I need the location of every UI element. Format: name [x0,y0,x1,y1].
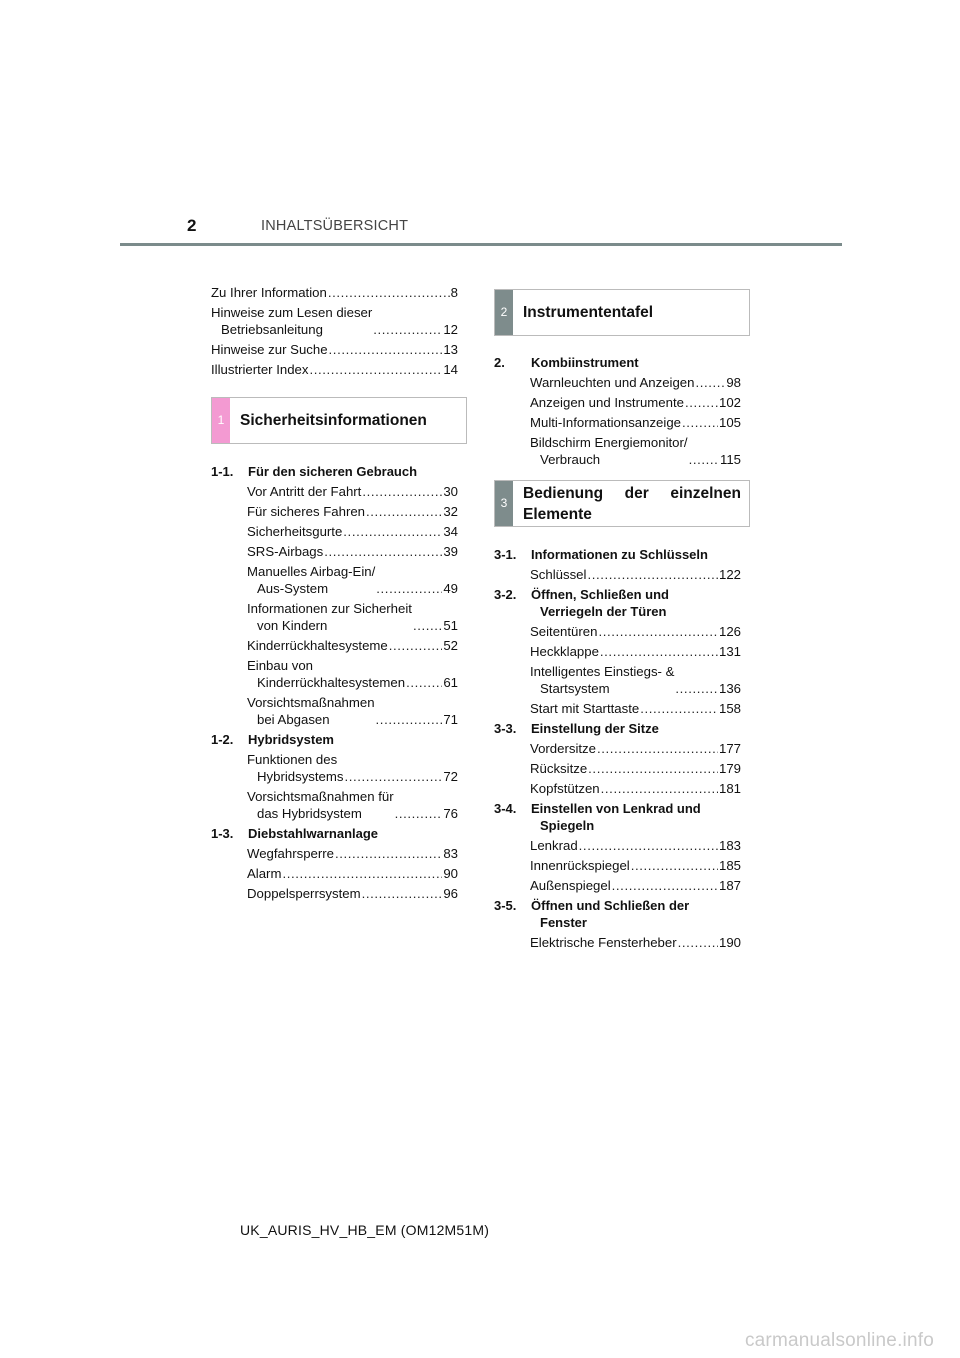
toc-entry[interactable] [211,845,467,862]
dot-leader [598,623,718,640]
toc-page-number: 105 [718,415,741,430]
toc-entry-label: Vor Antritt der Fahrt [247,484,362,499]
toc-entry-label-continuation: Betriebsanleitung [221,322,323,337]
dot-leader [373,321,442,338]
section-title-line: Öffnen und Schließen der [531,898,690,913]
section-code: 1-3. [211,826,234,841]
toc-entry[interactable] [211,657,467,691]
toc-page-number: 96 [443,886,458,901]
toc-entry-label: Für sicheres Fahren [247,504,365,519]
section-code: 1-2. [211,732,234,747]
dot-leader [362,885,443,902]
toc-page-number: 136 [718,681,741,696]
toc-page-number: 115 [719,452,741,467]
toc-entry[interactable] [211,885,467,902]
page-number: 2 [187,216,197,235]
toc-page-number: 183 [718,838,741,853]
section-title [248,731,334,748]
dot-leader [324,543,442,560]
toc-entry-label-line: Bildschirm Energiemonitor/ [530,435,688,450]
toc-page-number: 32 [443,504,458,519]
toc-entry-label-line: Funktionen des [247,752,338,767]
watermark: carmanualsonline.info [744,1330,934,1351]
toc-left-column [211,284,467,905]
chapter-title-line: Bedienung der einzelnen [523,484,741,502]
toc-entry-label [247,657,405,691]
toc-entry-label [530,434,688,468]
section-title-line: Diebstahlwarnanlage [248,826,379,841]
section-title-line: Informationen zu Schlüsseln [531,547,708,562]
chapter-title [513,481,741,526]
toc-entry[interactable] [211,788,467,822]
chapter-heading-box[interactable] [494,289,750,336]
toc-page-number: 8 [450,285,458,300]
toc-entry-label: Vordersitze [530,741,596,756]
toc-entry[interactable] [211,304,467,338]
toc-page-number: 177 [718,741,741,756]
toc-page-number: 72 [443,769,458,784]
dot-leader [597,740,718,757]
chapter-number-tab: 3 [495,481,513,526]
toc-entry[interactable] [494,623,750,640]
section-code: 3-1. [494,547,517,562]
toc-entry[interactable] [494,394,750,411]
dot-leader [413,617,442,634]
toc-page-number: 30 [443,484,458,499]
section-title-line: Öffnen, Schließen und [531,587,669,602]
toc-entry-label [247,788,394,822]
toc-entry-label-continuation: bei Abgasen [257,712,330,727]
toc-page-number: 126 [718,624,741,639]
section-title [531,897,689,931]
toc-page-number: 14 [443,362,458,377]
section-title [531,354,639,371]
section-code: 3-3. [494,721,517,736]
toc-page-number: 52 [443,638,458,653]
toc-entry-label: Lenkrad [530,838,578,853]
toc-page-number: 12 [443,322,458,337]
section-title-line: Einstellen von Lenkrad und [531,801,701,816]
section-title-continuation: Fenster [540,915,587,930]
section-code: 3-2. [494,587,517,602]
section-title [248,825,378,842]
toc-entry[interactable] [211,503,467,520]
section-heading[interactable] [494,897,750,931]
toc-entry-label-continuation: Hybridsystems [257,769,344,784]
header-rule [120,243,842,246]
chapter-number-tab: 1 [212,398,230,443]
section-title [531,586,669,620]
toc-entry-label: Multi-Informationsanzeige [530,415,681,430]
chapter-title-line: Elemente [523,505,592,523]
section-title-line: Einstellung der Sitze [531,721,659,736]
toc-entry[interactable] [211,543,467,560]
dot-leader [601,780,718,797]
dot-leader [329,341,443,358]
toc-entry-label-continuation: das Hybridsystem [257,806,362,821]
toc-entry-label [211,304,372,338]
toc-entry[interactable] [211,865,467,882]
toc-page-number: 158 [718,701,741,716]
chapter-heading-box[interactable] [494,480,750,527]
dot-leader [587,566,718,583]
toc-entry[interactable] [494,643,750,660]
document-code: UK_AURIS_HV_HB_EM (OM12M51M) [240,1222,490,1238]
dot-leader [282,865,442,882]
toc-entry-label: Doppelsperrsystem [247,886,361,901]
section-heading[interactable] [211,463,467,480]
toc-entry-label: SRS-Airbags [247,544,324,559]
toc-entry-label: Schlüssel [530,567,587,582]
section-title [531,546,708,563]
dot-leader [612,877,718,894]
section-code: 3-4. [494,801,517,816]
toc-entry[interactable] [494,857,750,874]
toc-entry[interactable] [211,483,467,500]
toc-entry-label: Seitentüren [530,624,598,639]
toc-page-number: 76 [443,806,458,821]
toc-entry-label-line: Manuelles Airbag-Ein/ [247,564,376,579]
toc-entry-label-continuation: von Kindern [257,618,328,633]
dot-leader [389,637,443,654]
toc-entry-label: Kinderrückhaltesysteme [247,638,388,653]
toc-page-number: 179 [718,761,741,776]
toc-entry-label-continuation: Kinderrückhaltesystemen [257,675,406,690]
toc-entry[interactable] [211,751,467,785]
section-title [531,720,659,737]
section-heading[interactable] [494,546,750,563]
dot-leader [376,711,443,728]
toc-entry-label: Elektrische Fensterheber [530,935,677,950]
dot-leader [406,674,442,691]
toc-page-number: 71 [443,712,458,727]
section-heading[interactable] [494,354,750,371]
dot-leader [640,700,718,717]
toc-page-number: 13 [443,342,458,357]
dot-leader [335,845,442,862]
toc-entry-label: Kopfstützen [530,781,600,796]
toc-entry[interactable] [494,780,750,797]
section-heading[interactable] [494,800,750,834]
toc-entry[interactable] [211,563,467,597]
toc-entry-label: Hinweise zur Suche [211,342,328,357]
section-heading[interactable] [494,586,750,620]
toc-page-number: 131 [718,644,741,659]
dot-leader [395,805,443,822]
section-heading[interactable] [211,825,467,842]
toc-entry-label-line: Intelligentes Einstiegs- & [530,664,675,679]
toc-entry[interactable] [494,434,750,468]
section-heading[interactable] [494,720,750,737]
toc-entry-label: Alarm [247,866,282,881]
toc-entry-label-line: Hinweise zum Lesen dieser [211,305,373,320]
toc-entry[interactable] [494,837,750,854]
toc-entry-label: Innenrückspiegel [530,858,630,873]
toc-entry[interactable] [211,523,467,540]
toc-entry[interactable] [211,284,467,301]
toc-entry-label-continuation: Verbrauch [540,452,601,467]
chapter-number-tab: 2 [495,290,513,335]
dot-leader [685,394,718,411]
toc-page-number: 98 [726,375,741,390]
dot-leader [579,837,718,854]
section-title-continuation: Verriegeln der Türen [540,604,667,619]
toc-entry[interactable] [494,740,750,757]
toc-entry-label: Außenspiegel [530,878,611,893]
dot-leader [309,361,442,378]
toc-entry-label [247,751,343,785]
toc-entry[interactable] [211,637,467,654]
section-title-line: Für den sicheren Gebrauch [248,464,418,479]
toc-entry-label-line: Informationen zur Sicherheit [247,601,412,616]
toc-page-number: 190 [718,935,741,950]
section-code: 2. [494,355,505,370]
section-title [531,800,701,834]
toc-entry-label: Wegfahrsperre [247,846,334,861]
toc-entry-label: Heckklappe [530,644,599,659]
dot-leader [678,934,718,951]
toc-entry[interactable] [494,663,750,697]
dot-leader [376,580,442,597]
toc-entry[interactable] [211,341,467,358]
toc-entry-label-line: Einbau von [247,658,313,673]
toc-page-number: 102 [718,395,741,410]
toc-entry-label [247,694,375,728]
toc-entry[interactable] [211,361,467,378]
toc-page-number: 90 [443,866,458,881]
dot-leader [366,503,442,520]
dot-leader [328,284,450,301]
dot-leader [343,523,442,540]
section-title-line: Kombiinstrument [531,355,639,370]
toc-entry-label: Anzeigen und Instrumente [530,395,684,410]
toc-entry-label-continuation: Aus-System [257,581,329,596]
toc-page-number: 61 [443,675,458,690]
dot-leader [600,643,718,660]
toc-page-number: 185 [718,858,741,873]
toc-entry-label: Start mit Starttaste [530,701,640,716]
toc-entry[interactable] [494,414,750,431]
dot-leader [689,451,719,468]
toc-entry-label [247,563,375,597]
toc-entry[interactable] [494,566,750,583]
toc-entry-label: Warnleuchten und Anzeigen [530,375,695,390]
toc-entry[interactable] [211,694,467,728]
toc-page-number: 51 [443,618,458,633]
header-title: INHALTSÜBERSICHT [261,218,409,234]
dot-leader [362,483,442,500]
toc-page-number: 83 [443,846,458,861]
toc-page-number: 39 [443,544,458,559]
toc-page-number: 122 [718,567,741,582]
toc-entry-label: Zu Ihrer Information [211,285,327,300]
toc-entry-label: Sicherheitsgurte [247,524,343,539]
toc-entry-label: Illustrierter Index [211,362,309,377]
section-code: 1-1. [211,464,234,479]
toc-page-number: 34 [443,524,458,539]
section-code: 3-5. [494,898,517,913]
toc-entry-label [247,600,412,634]
toc-page-number: 49 [443,581,458,596]
chapter-title: Instrumententafel [523,304,654,321]
chapter-heading-box[interactable] [211,397,467,444]
chapter-title: Sicherheitsinformationen [240,412,427,429]
toc-page-number: 181 [718,781,741,796]
toc-entry-label-line: Vorsichtsmaßnahmen [247,695,375,710]
dot-leader [682,414,718,431]
toc-entry[interactable] [211,600,467,634]
dot-leader [675,680,718,697]
section-title-line: Hybridsystem [248,732,334,747]
toc-entry[interactable] [494,374,750,391]
toc-entry-label [530,663,674,697]
section-title [248,463,417,480]
dot-leader [631,857,718,874]
section-heading[interactable] [211,731,467,748]
toc-entry[interactable] [494,760,750,777]
section-title-continuation: Spiegeln [540,818,595,833]
toc-entry-label-line: Vorsichtsmaßnahmen für [247,789,394,804]
toc-entry[interactable] [494,700,750,717]
toc-right-column [494,289,750,954]
toc-entry-label-continuation: Startsystem [540,681,610,696]
toc-entry-label: Rücksitze [530,761,588,776]
toc-entry[interactable] [494,877,750,894]
dot-leader [588,760,718,777]
toc-entry[interactable] [494,934,750,951]
dot-leader [695,374,725,391]
dot-leader [344,768,442,785]
toc-page-number: 187 [718,878,741,893]
